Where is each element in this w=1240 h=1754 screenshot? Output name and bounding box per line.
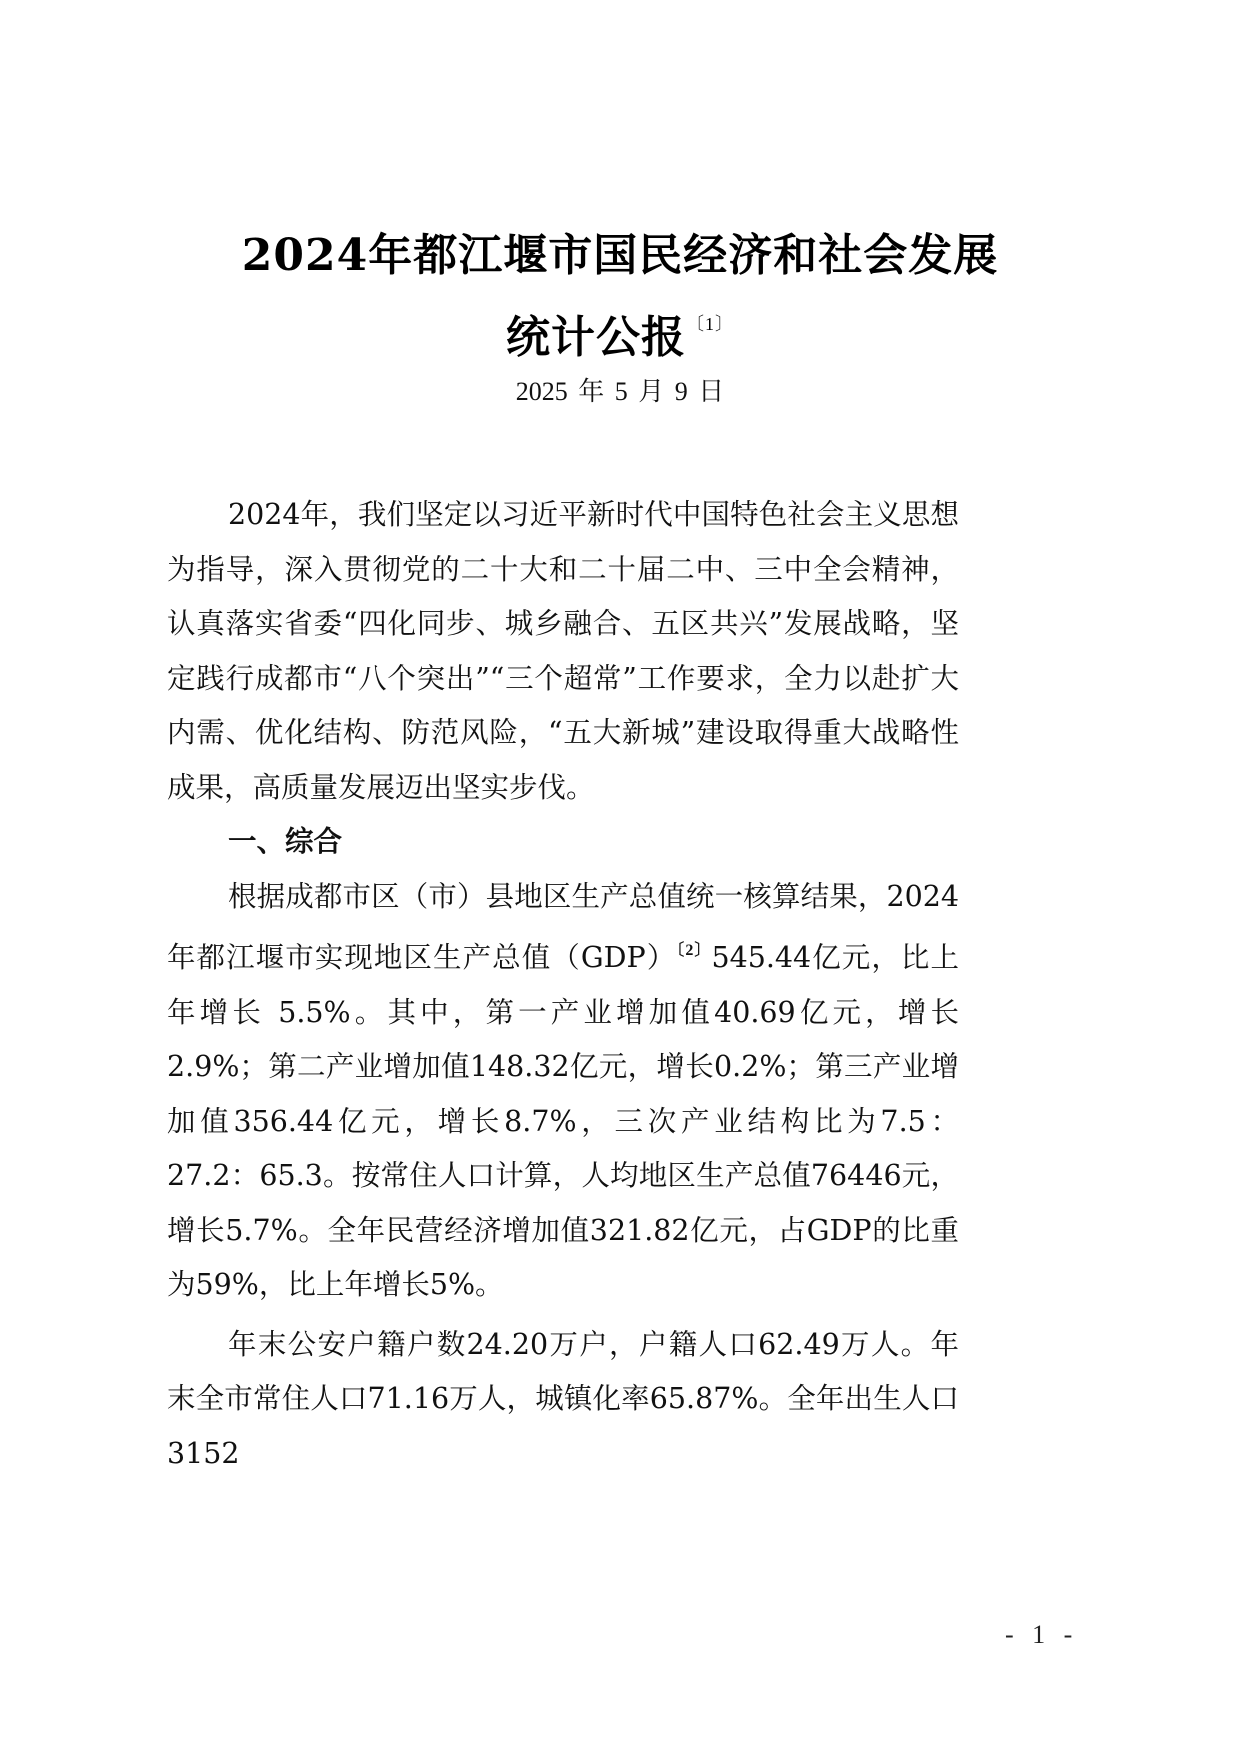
intro-paragraph: 2024年，我们坚定以习近平新时代中国特色社会主义思想为指导，深入贯彻党的二十大和二十届二中、三中全会精神，认真落实省委“四化同步、城乡融合、五区共兴”发展战略，坚定践行成都市“八个突出”“三个超常”工作要求，全力以赴扩大内需、优化结构、防范风险，“五大新城”建设取得重大战略性成果，高质量发展迈出坚实步伐。 [167, 498, 959, 804]
gdp-paragraph-part1: 根据成都市区（市）县地区生产总值统一核算结果，2024年都江堰市实现地区生产总值（GDP） [167, 879, 959, 974]
document-title-line1: 2024年都江堰市国民经济和社会发展 [241, 230, 999, 281]
gdp-paragraph [167, 870, 959, 1313]
document-body [167, 488, 959, 1481]
footnote-marker-1: 〔1〕 [686, 314, 734, 334]
document-title-text: 统计公报 [506, 312, 686, 363]
section-heading-general: 一、综合 [228, 825, 343, 858]
document-title-line2 [0, 294, 1240, 368]
page-number: - 1 - [1005, 1620, 1079, 1649]
population-paragraph: 年末公安户籍户数24.20万户，户籍人口62.49万人。年末全市常住人口71.16万人，城镇化率65.87%。全年出生人口3152 [167, 1327, 959, 1470]
gdp-paragraph-part2: 545.44亿元，比上年增长 5.5%。其中，第一产业增加值40.69亿元，增长2.9%；第二产业增加值148.32亿元，增长0.2%；第三产业增加值356.44亿元，增长8.7%，三次产业结构比为7.5：27.2：65.3。按常住人口计算，人均地区生产总值76446元，增长5.7%。全年民营经济增加值321.82亿元，占GDP的比重为59%，比上年增长5%。 [167, 941, 959, 1301]
publish-date: 2025 年 5 月 9 日 [515, 377, 725, 406]
footnote-marker-2: 〔2〕 [676, 942, 712, 959]
